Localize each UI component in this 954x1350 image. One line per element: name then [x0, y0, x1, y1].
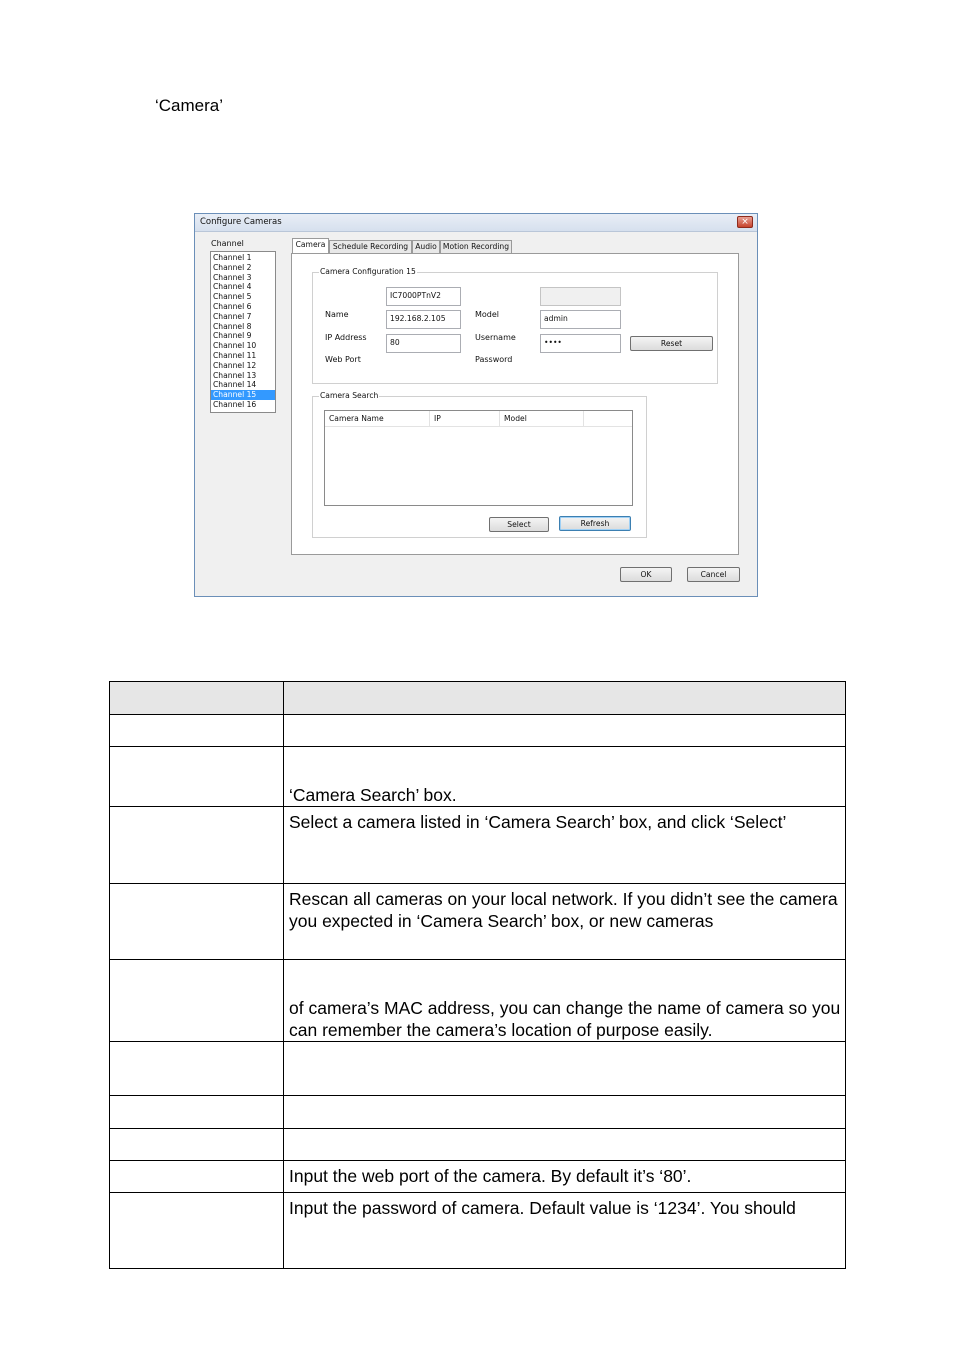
- camera-configuration-group: [312, 267, 718, 384]
- table-cell-description: ‘Camera Search’ box.: [284, 747, 846, 807]
- select-button[interactable]: Select: [489, 517, 549, 532]
- table-header-item: [110, 682, 284, 715]
- camera-search-header: [325, 411, 632, 427]
- table-row: [110, 884, 846, 960]
- channel-list-item[interactable]: Channel 1: [213, 253, 252, 262]
- table-cell-description: of camera’s MAC address, you can change the name of camera so you can remember the camera’s location of purpose easily.: [284, 960, 846, 1042]
- dialog-title: Configure Cameras: [200, 217, 282, 227]
- password-label: Password: [475, 355, 513, 364]
- column-extra[interactable]: [584, 411, 632, 426]
- channel-list-item[interactable]: Channel 16: [213, 399, 257, 409]
- table-cell-description: [284, 715, 846, 747]
- tab-audio[interactable]: Audio: [412, 240, 440, 253]
- channel-list[interactable]: [210, 251, 276, 413]
- name-field[interactable]: IC7000PTnV2: [386, 287, 461, 306]
- table-cell-description: Input the web port of the camera. By default it’s ‘80’.: [284, 1161, 846, 1193]
- channel-list-item[interactable]: Channel 3: [213, 272, 252, 282]
- tab-camera[interactable]: Camera: [292, 238, 329, 253]
- channel-list-item[interactable]: Channel 15: [211, 390, 275, 400]
- channel-list-item[interactable]: Channel 9: [213, 331, 252, 341]
- table-header-description: [284, 682, 846, 715]
- column-camera-name[interactable]: Camera Name: [325, 411, 430, 426]
- camera-tab-panel: [291, 253, 739, 555]
- reset-button[interactable]: Reset: [630, 336, 713, 351]
- web-port-field[interactable]: 80: [386, 334, 461, 353]
- table-cell-item: [110, 715, 284, 747]
- close-icon[interactable]: ×: [737, 216, 753, 228]
- ip-address-field[interactable]: 192.168.2.105: [386, 310, 461, 329]
- channel-list-item[interactable]: Channel 7: [213, 311, 252, 321]
- table-cell-item: [110, 1129, 284, 1161]
- table-header-row: [110, 682, 846, 715]
- camera-configuration-title: Camera Configuration 15: [320, 267, 416, 276]
- channel-list-item[interactable]: Channel 8: [213, 321, 252, 331]
- table-cell-item: [110, 807, 284, 884]
- channel-label: Channel: [211, 239, 244, 248]
- tab-schedule-recording[interactable]: Schedule Recording: [329, 240, 412, 253]
- table-row: [110, 807, 846, 884]
- table-cell-description: [284, 1096, 846, 1129]
- table-cell-description: Input the password of camera. Default value is ‘1234’. You should: [284, 1193, 846, 1269]
- table-row: [110, 960, 846, 1042]
- cancel-button[interactable]: Cancel: [687, 567, 740, 582]
- table-row: [110, 1193, 846, 1269]
- column-ip[interactable]: IP: [430, 411, 500, 426]
- table-row: [110, 1096, 846, 1129]
- table-cell-description: [284, 1129, 846, 1161]
- table-cell-description: Select a camera listed in ‘Camera Search’ box, and click ‘Select’: [284, 807, 846, 884]
- table-row: [110, 1042, 846, 1096]
- section-heading: ‘Camera’: [155, 96, 224, 115]
- web-port-label: Web Port: [325, 355, 361, 364]
- configure-cameras-dialog: [194, 213, 758, 597]
- name-label: Name: [325, 310, 349, 319]
- channel-list-item[interactable]: Channel 2: [213, 262, 252, 272]
- table-cell-item: [110, 884, 284, 960]
- table-row: [110, 747, 846, 807]
- table-row: [110, 1161, 846, 1193]
- table-cell-item: [110, 1042, 284, 1096]
- table-cell-item: [110, 1193, 284, 1269]
- tab-motion-recording[interactable]: Motion Recording: [440, 240, 512, 253]
- channel-list-item[interactable]: Channel 6: [213, 301, 252, 311]
- table-row: [110, 715, 846, 747]
- column-model[interactable]: Model: [500, 411, 584, 426]
- channel-list-item[interactable]: Channel 14: [213, 380, 257, 390]
- table-cell-item: [110, 1161, 284, 1193]
- username-label: Username: [475, 333, 516, 342]
- channel-list-item[interactable]: Channel 5: [213, 292, 252, 302]
- table-cell-description: Rescan all cameras on your local network. If you didn’t see the camera you expected in ‘Camera Search’ box, or new cameras: [284, 884, 846, 960]
- camera-search-list[interactable]: [324, 410, 633, 506]
- table-cell-item: [110, 1096, 284, 1129]
- password-field[interactable]: ••••: [540, 334, 621, 353]
- table-cell-description: [284, 1042, 846, 1096]
- channel-list-item[interactable]: Channel 4: [213, 282, 252, 292]
- description-table: [109, 681, 846, 1269]
- channel-list-item[interactable]: Channel 11: [213, 350, 257, 360]
- camera-search-title: Camera Search: [320, 391, 379, 400]
- ip-address-label: IP Address: [325, 333, 367, 342]
- refresh-button[interactable]: Refresh: [559, 516, 631, 531]
- table-cell-item: [110, 960, 284, 1042]
- table-cell-item: [110, 747, 284, 807]
- channel-list-item[interactable]: Channel 13: [213, 370, 257, 380]
- channel-list-item[interactable]: Channel 12: [213, 360, 257, 370]
- channel-list-item[interactable]: Channel 10: [213, 341, 257, 351]
- username-field[interactable]: admin: [540, 310, 621, 329]
- ok-button[interactable]: OK: [620, 567, 672, 582]
- dialog-titlebar: [195, 214, 757, 232]
- model-label: Model: [475, 310, 500, 319]
- table-row: [110, 1129, 846, 1161]
- model-field: [540, 287, 621, 306]
